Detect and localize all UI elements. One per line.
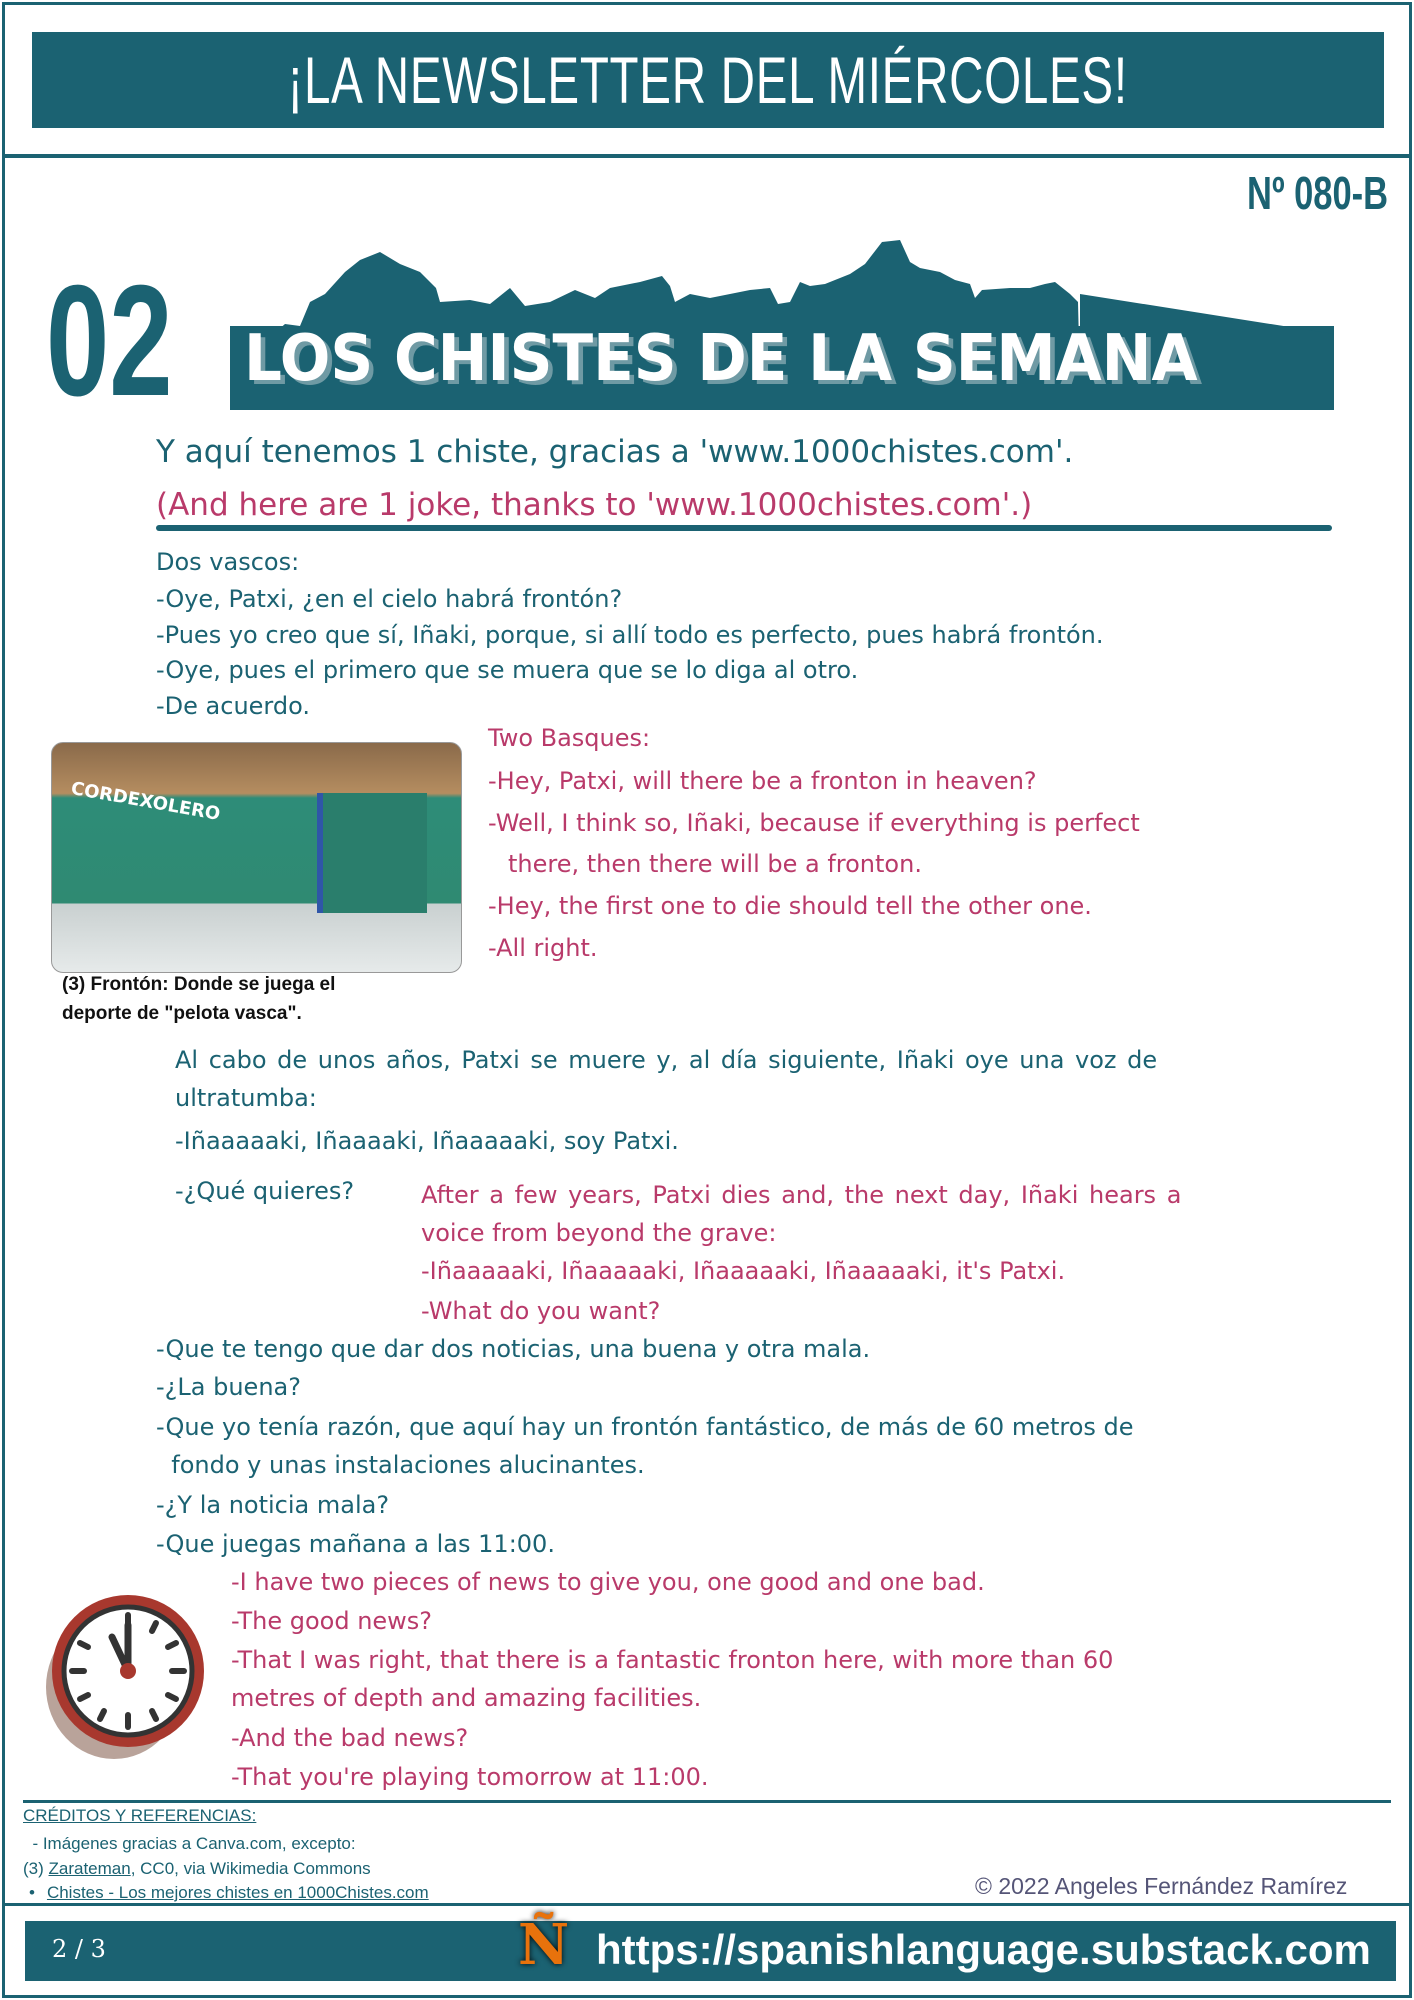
photo-caption-line2: deporte de "pelota vasca".: [62, 1003, 302, 1024]
bullet: •: [29, 1883, 35, 1902]
joke-line: Two Basques:: [488, 724, 651, 752]
footer-divider: [2, 1903, 1412, 1906]
credits-line: [23, 1859, 371, 1879]
joke-line: there, then there will be a fronton.: [508, 850, 922, 878]
newsletter-title: ¡LA NEWSLETTER DEL MIÉRCOLES!: [287, 43, 1129, 117]
intro-spanish: Y aquí tenemos 1 chiste, gracias a 'www.1000chistes.com'.: [156, 434, 1074, 470]
section-number: 02: [46, 253, 173, 429]
joke-line: -Hey, the first one to die should tell the other one.: [488, 892, 1092, 920]
joke-line: -Pues yo creo que sí, Iñaki, porque, si allí todo es perfecto, pues habrá frontón.: [156, 621, 1104, 649]
newsletter-banner: [32, 32, 1384, 128]
copyright: © 2022 Angeles Fernández Ramírez: [975, 1873, 1348, 1899]
page-indicator: 2 / 3: [52, 1935, 106, 1963]
credits-prefix: (3): [23, 1859, 49, 1878]
joke-line: -Que te tengo que dar dos noticias, una buena y otra mala.: [156, 1335, 871, 1363]
joke-line: -De acuerdo.: [156, 692, 310, 720]
joke-line: -The good news?: [231, 1607, 433, 1635]
chistes-link[interactable]: Chistes - Los mejores chistes en 1000Chistes.com: [46, 1883, 429, 1902]
enye-logo-icon: Ñ: [518, 1912, 570, 1978]
joke-line: -Iñaaaaaki, Iñaaaaki, Iñaaaaaki, soy Patxi.: [175, 1127, 679, 1155]
joke-line: Dos vascos:: [156, 548, 300, 576]
joke-line: Al cabo de unos años, Patxi se muere y, al día siguiente, Iñaki oye una voz de: [175, 1046, 1158, 1074]
intro-underline: [156, 525, 1332, 531]
joke-line: ultratumba:: [175, 1084, 317, 1112]
credits-line: [23, 1883, 429, 1903]
joke-line: voice from beyond the grave:: [421, 1219, 777, 1247]
substack-link[interactable]: https://spanishlanguage.substack.com: [596, 1926, 1371, 1973]
joke-line: metres of depth and amazing facilities.: [231, 1684, 702, 1712]
credits-heading: CRÉDITOS Y REFERENCIAS:: [23, 1806, 257, 1825]
joke-line: -¿La buena?: [156, 1373, 301, 1401]
credits-rest: , CC0, via Wikimedia Commons: [130, 1859, 371, 1878]
joke-line: -Que yo tenía razón, que aquí hay un frontón fantástico, de más de 60 metros de: [156, 1413, 1134, 1441]
joke-line: -Que juegas mañana a las 11:00.: [156, 1530, 555, 1558]
zarateman-link[interactable]: Zarateman: [48, 1859, 131, 1878]
photo-sign: CORDEXOLERO: [69, 778, 222, 825]
joke-line: -That I was right, that there is a fantastic fronton here, with more than 60: [231, 1646, 1114, 1674]
joke-line: -¿Qué quieres?: [175, 1177, 355, 1205]
joke-line: -Oye, pues el primero que se muera que se lo diga al otro.: [156, 656, 859, 684]
joke-line: -And the bad news?: [231, 1724, 469, 1752]
joke-line: -Well, I think so, Iñaki, because if everything is perfect: [488, 809, 1140, 837]
joke-line: After a few years, Patxi dies and, the next day, Iñaki hears a: [421, 1181, 1182, 1209]
joke-line: -What do you want?: [421, 1297, 661, 1325]
intro-english: (And here are 1 joke, thanks to 'www.1000chistes.com'.): [156, 487, 1033, 523]
credits-line: - Imágenes gracias a Canva.com, excepto:: [23, 1834, 356, 1853]
section-title: LOS CHISTES DE LA SEMANA: [244, 322, 1198, 396]
photo-wall: [317, 793, 427, 913]
joke-line: fondo y unas instalaciones alucinantes.: [156, 1451, 645, 1479]
joke-line: -All right.: [488, 934, 598, 962]
credits-divider: [23, 1800, 1391, 1803]
joke-line: -Iñaaaaaki, Iñaaaaaki, Iñaaaaaki, Iñaaaaaki, it's Patxi.: [421, 1257, 1066, 1285]
clock-icon: [42, 1575, 212, 1770]
header-divider: [2, 154, 1412, 158]
joke-line: -Oye, Patxi, ¿en el cielo habrá frontón?: [156, 585, 623, 613]
fronton-photo: [51, 742, 462, 973]
joke-line: -That you're playing tomorrow at 11:00.: [231, 1763, 709, 1791]
joke-line: -¿Y la noticia mala?: [156, 1491, 390, 1519]
joke-line: -Hey, Patxi, will there be a fronton in heaven?: [488, 767, 1037, 795]
joke-line: -I have two pieces of news to give you, one good and one bad.: [231, 1568, 985, 1596]
photo-caption-line1: (3) Frontón: Donde se juega el: [62, 974, 336, 995]
issue-number: Nº 080-B: [1246, 167, 1388, 219]
